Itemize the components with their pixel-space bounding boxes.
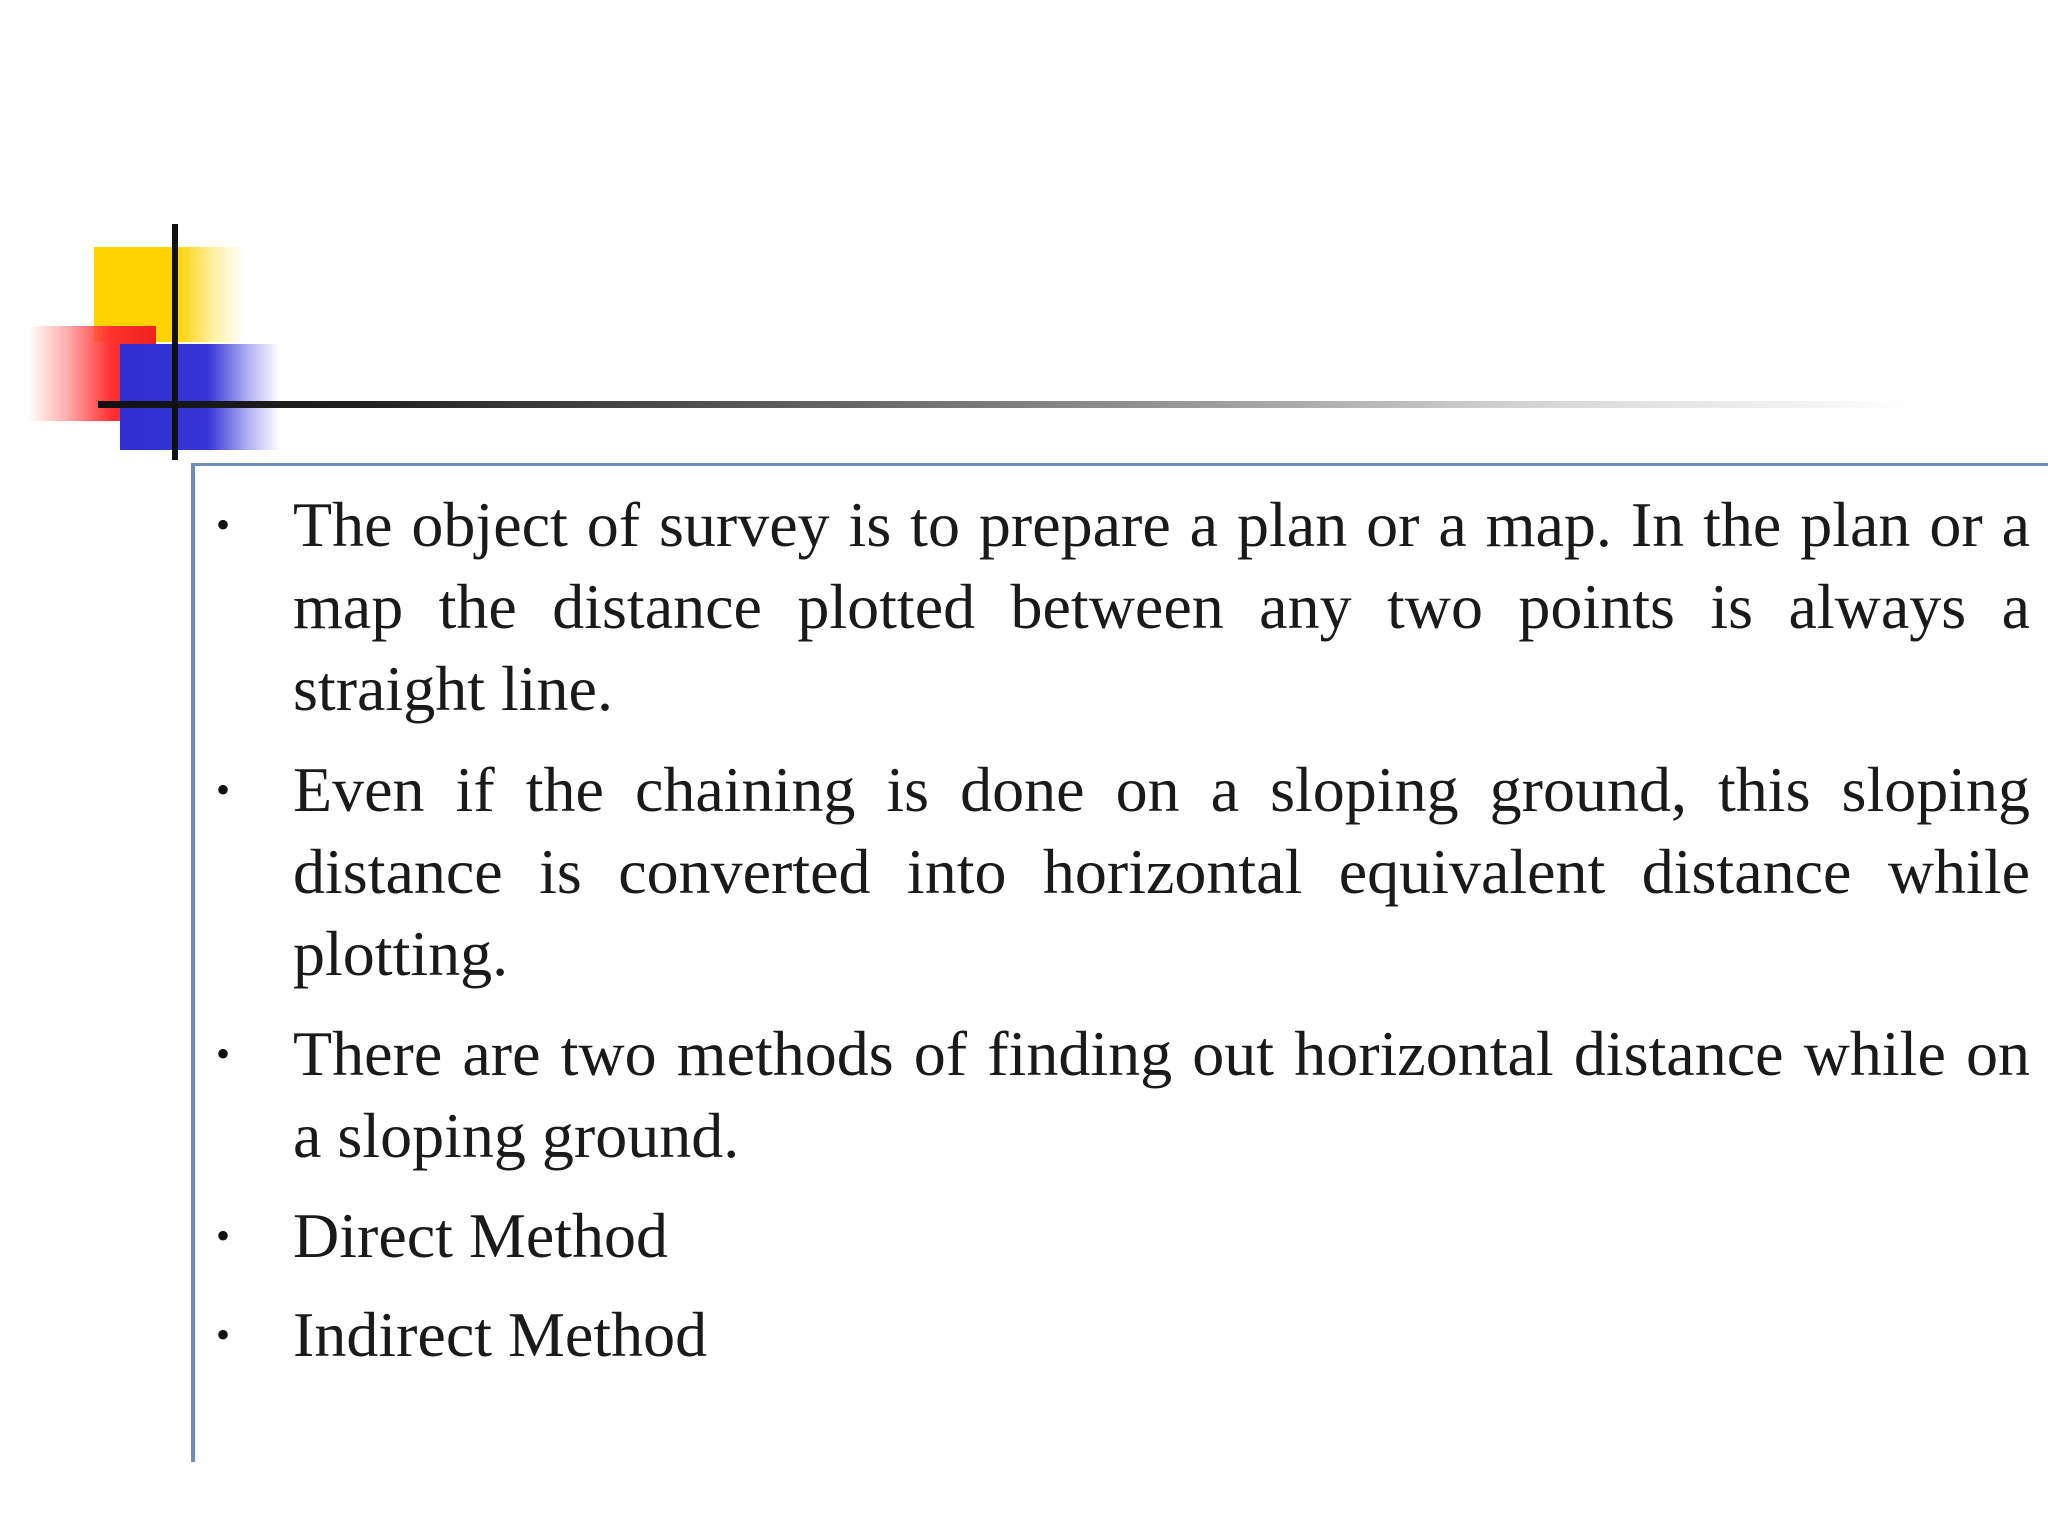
bullet-icon: •: [216, 767, 231, 812]
bullet-text: The object of survey is to prepare a plan or a map. In the plan or a map the distance plotted between any two points is always a straight line.: [293, 489, 2030, 724]
bullet-icon: •: [216, 1213, 231, 1258]
bullet-icon: •: [216, 1312, 231, 1357]
bullet-text: There are two methods of finding out horizontal distance while on a sloping ground.: [293, 1018, 2030, 1171]
title-rule-horizontal: [98, 401, 1918, 408]
bullet-text: Direct Method: [293, 1200, 668, 1271]
bullet-text: Indirect Method: [293, 1299, 708, 1370]
bullet-icon: •: [216, 1031, 231, 1076]
bullet-icon: •: [216, 502, 231, 547]
blue-square-decoration: [120, 344, 280, 450]
bullet-text: Even if the chaining is done on a sloping ground, this sloping distance is converted into horizontal equivalent distance while plotting.: [293, 754, 2030, 989]
title-rule-vertical: [172, 224, 178, 460]
content-box: [191, 463, 2048, 1462]
